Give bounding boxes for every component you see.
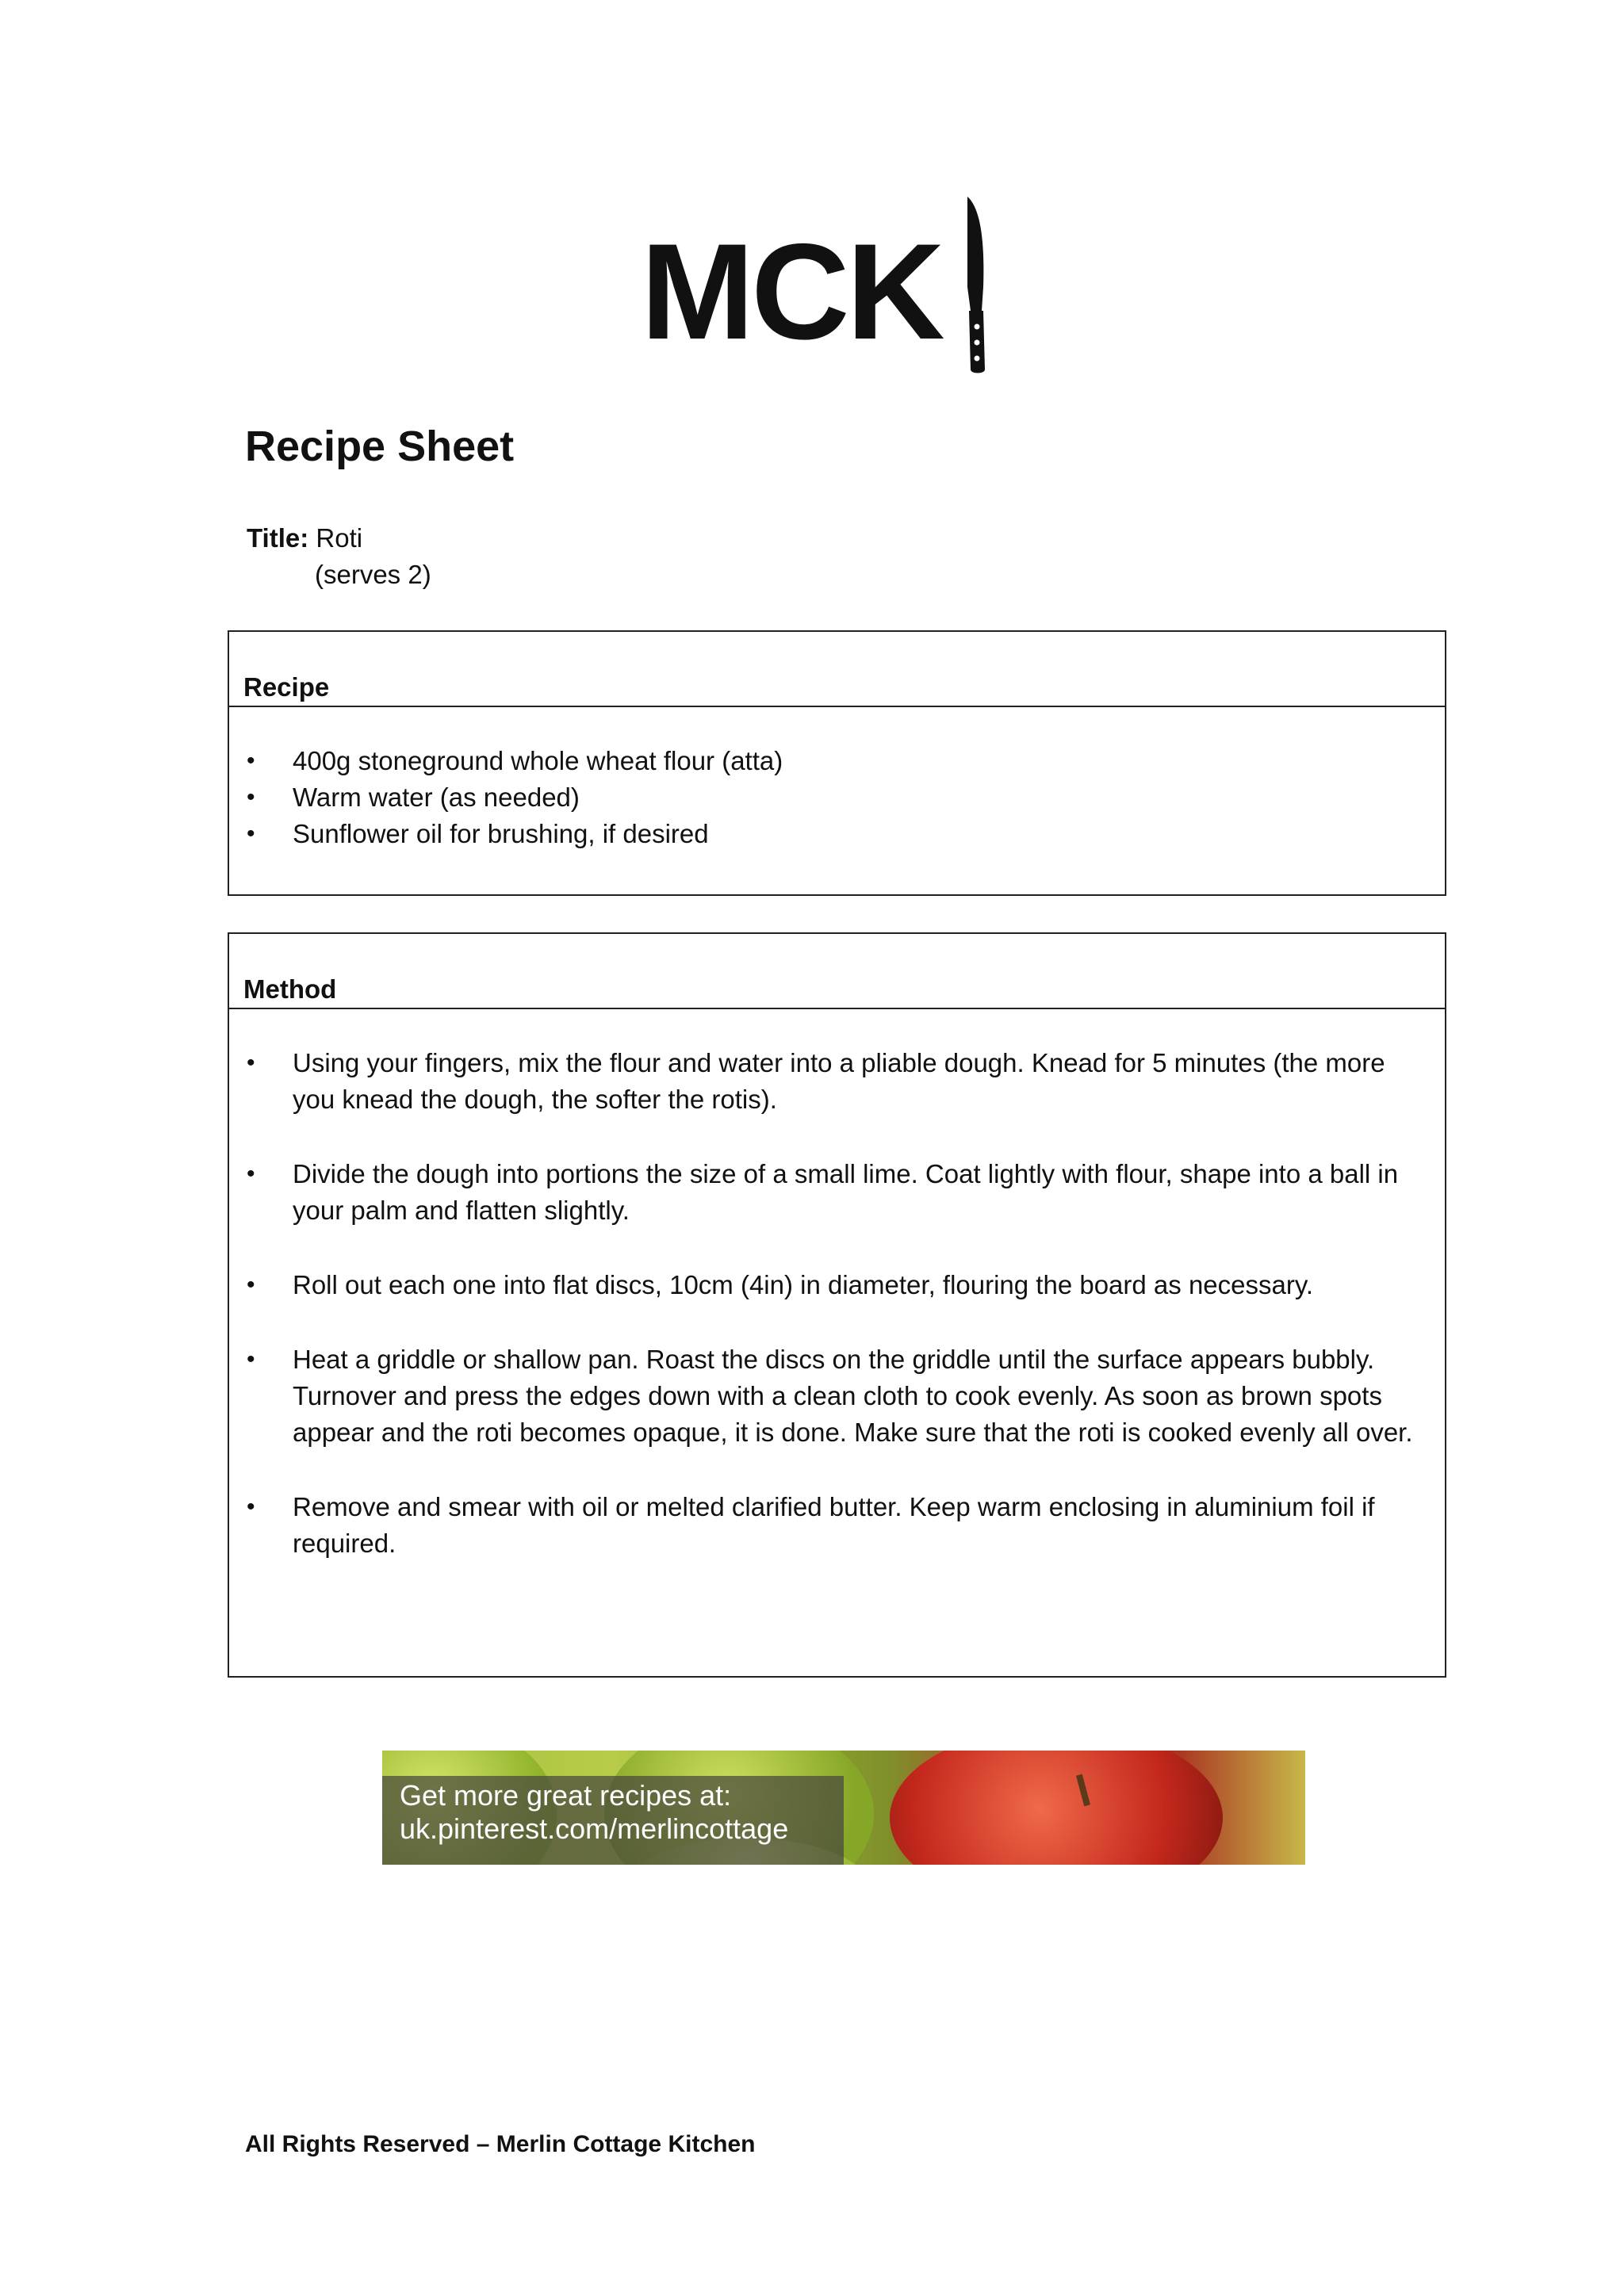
ingredients-header-label: Recipe — [243, 672, 330, 702]
list-item — [243, 1341, 1429, 1451]
page-title: Recipe Sheet — [245, 423, 515, 470]
method-step-text: Remove and smear with oil or melted clarified butter. Keep warm enclosing in aluminium foil if required. — [293, 1492, 1375, 1558]
banner-text: Get more great recipes at: — [400, 1779, 732, 1812]
method-step-text: Heat a griddle or shallow pan. Roast the discs on the griddle until the surface appears bubbly. Turnover and press the edges down with a clean cloth to cook evenly. As soon as brown spots appear and the roti becomes opaque, it is done. Make sure that the roti is cooked evenly all over. — [293, 1345, 1413, 1447]
banner-text-panel — [382, 1776, 844, 1865]
method-step-text: Roll out each one into flat discs, 10cm (4in) in diameter, flouring the board as necessary. — [293, 1270, 1314, 1299]
list-item — [243, 1267, 1429, 1303]
ingredient-text: Sunflower oil for brushing, if desired — [293, 819, 709, 848]
title-value: Roti — [316, 523, 363, 553]
method-list — [243, 1045, 1429, 1600]
bullet-icon: • — [247, 1494, 255, 1520]
ingredients-list — [243, 743, 1429, 852]
ingredients-box — [228, 630, 1446, 896]
ingredients-header — [229, 632, 1445, 707]
list-item — [243, 743, 1429, 779]
method-box — [228, 932, 1446, 1678]
knife-icon — [967, 197, 985, 373]
title-label: Title: — [247, 523, 309, 553]
method-header — [229, 934, 1445, 1009]
list-item — [243, 1489, 1429, 1562]
ingredient-text: Warm water (as needed) — [293, 783, 580, 812]
bullet-icon: • — [247, 748, 255, 774]
list-item — [243, 1156, 1429, 1229]
recipe-title — [247, 520, 362, 557]
copyright-footer: All Rights Reserved – Merlin Cottage Kitchen — [245, 2131, 756, 2157]
bullet-icon: • — [247, 784, 255, 810]
method-step-text: Divide the dough into portions the size of a small lime. Coat lightly with flour, shape into a ball in your palm and flatten slightly. — [293, 1159, 1399, 1225]
ingredient-text: 400g stoneground whole wheat flour (atta) — [293, 746, 783, 775]
bullet-icon: • — [247, 1161, 255, 1187]
red-apple-image — [890, 1751, 1223, 1865]
banner-link[interactable]: uk.pinterest.com/merlincottage — [400, 1812, 789, 1845]
logo-text: MCK — [641, 216, 942, 368]
list-item — [243, 816, 1429, 852]
bullet-icon: • — [247, 821, 255, 847]
list-item — [243, 779, 1429, 816]
mck-logo — [634, 192, 999, 374]
bullet-icon: • — [247, 1346, 255, 1372]
method-step-text: Using your fingers, mix the flour and water into a pliable dough. Knead for 5 minutes (the more you knead the dough, the softer the rotis). — [293, 1048, 1385, 1114]
bullet-icon: • — [247, 1272, 255, 1298]
pinterest-banner[interactable] — [382, 1751, 1305, 1865]
serves-text: (serves 2) — [315, 560, 431, 589]
method-header-label: Method — [243, 974, 337, 1004]
list-item — [243, 1045, 1429, 1118]
bullet-icon: • — [247, 1050, 255, 1076]
